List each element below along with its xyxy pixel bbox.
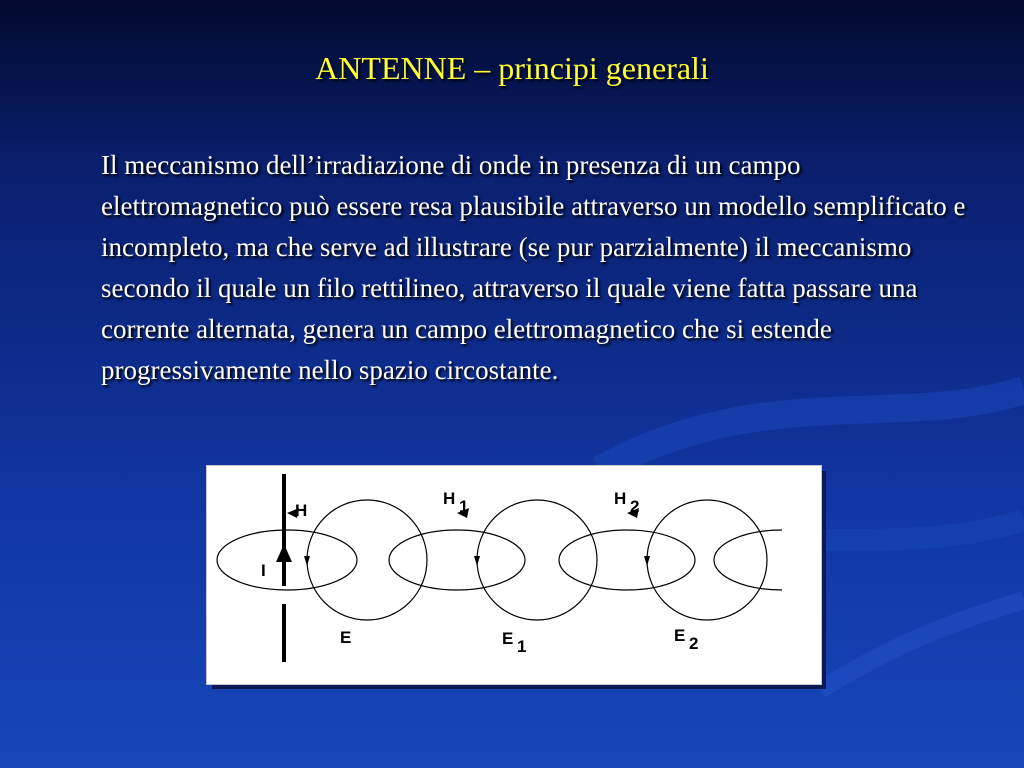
label-h1-base: H bbox=[443, 489, 456, 508]
label-current: I bbox=[261, 561, 266, 580]
h2-field-loop bbox=[559, 530, 695, 590]
label-h2-base: H bbox=[614, 489, 627, 508]
label-e2-base: E bbox=[674, 626, 686, 645]
h1-field-loop bbox=[389, 530, 525, 590]
label-e2-sub: 2 bbox=[689, 634, 699, 653]
antenna-field-diagram bbox=[206, 465, 822, 685]
slide-body-text: Il meccanismo dell’irradiazione di onde in presenza di un campo elettromagnetico può essere resa plausibile attraverso un modello semplificato e incompleto, ma che serve ad illustrare (se pur parzialmente) il meccanismo secondo il quale un filo rettilineo, attraverso il quale viene fatta passare una corrente alternata, genera un campo elettromagnetico che si estende progressivamente nello spazio circostante. bbox=[101, 150, 966, 385]
current-arrow-icon bbox=[276, 544, 292, 562]
e2-field-loop bbox=[647, 500, 767, 620]
label-h: H bbox=[295, 501, 308, 520]
trailing-field-loop bbox=[714, 530, 782, 590]
e1-field-arrow-icon bbox=[474, 556, 480, 566]
label-e1-sub: 1 bbox=[517, 637, 527, 656]
e-field-loop bbox=[307, 500, 427, 620]
label-h2-sub: 2 bbox=[630, 497, 640, 516]
slide-title: ANTENNE – principi generali bbox=[315, 50, 709, 86]
label-h1-sub: 1 bbox=[459, 497, 469, 516]
label-e: E bbox=[340, 628, 352, 647]
e1-field-loop bbox=[477, 500, 597, 620]
label-e1-base: E bbox=[502, 629, 514, 648]
e-field-arrow-icon bbox=[304, 556, 310, 566]
diagram-svg bbox=[207, 466, 821, 684]
e2-field-arrow-icon bbox=[644, 556, 650, 566]
